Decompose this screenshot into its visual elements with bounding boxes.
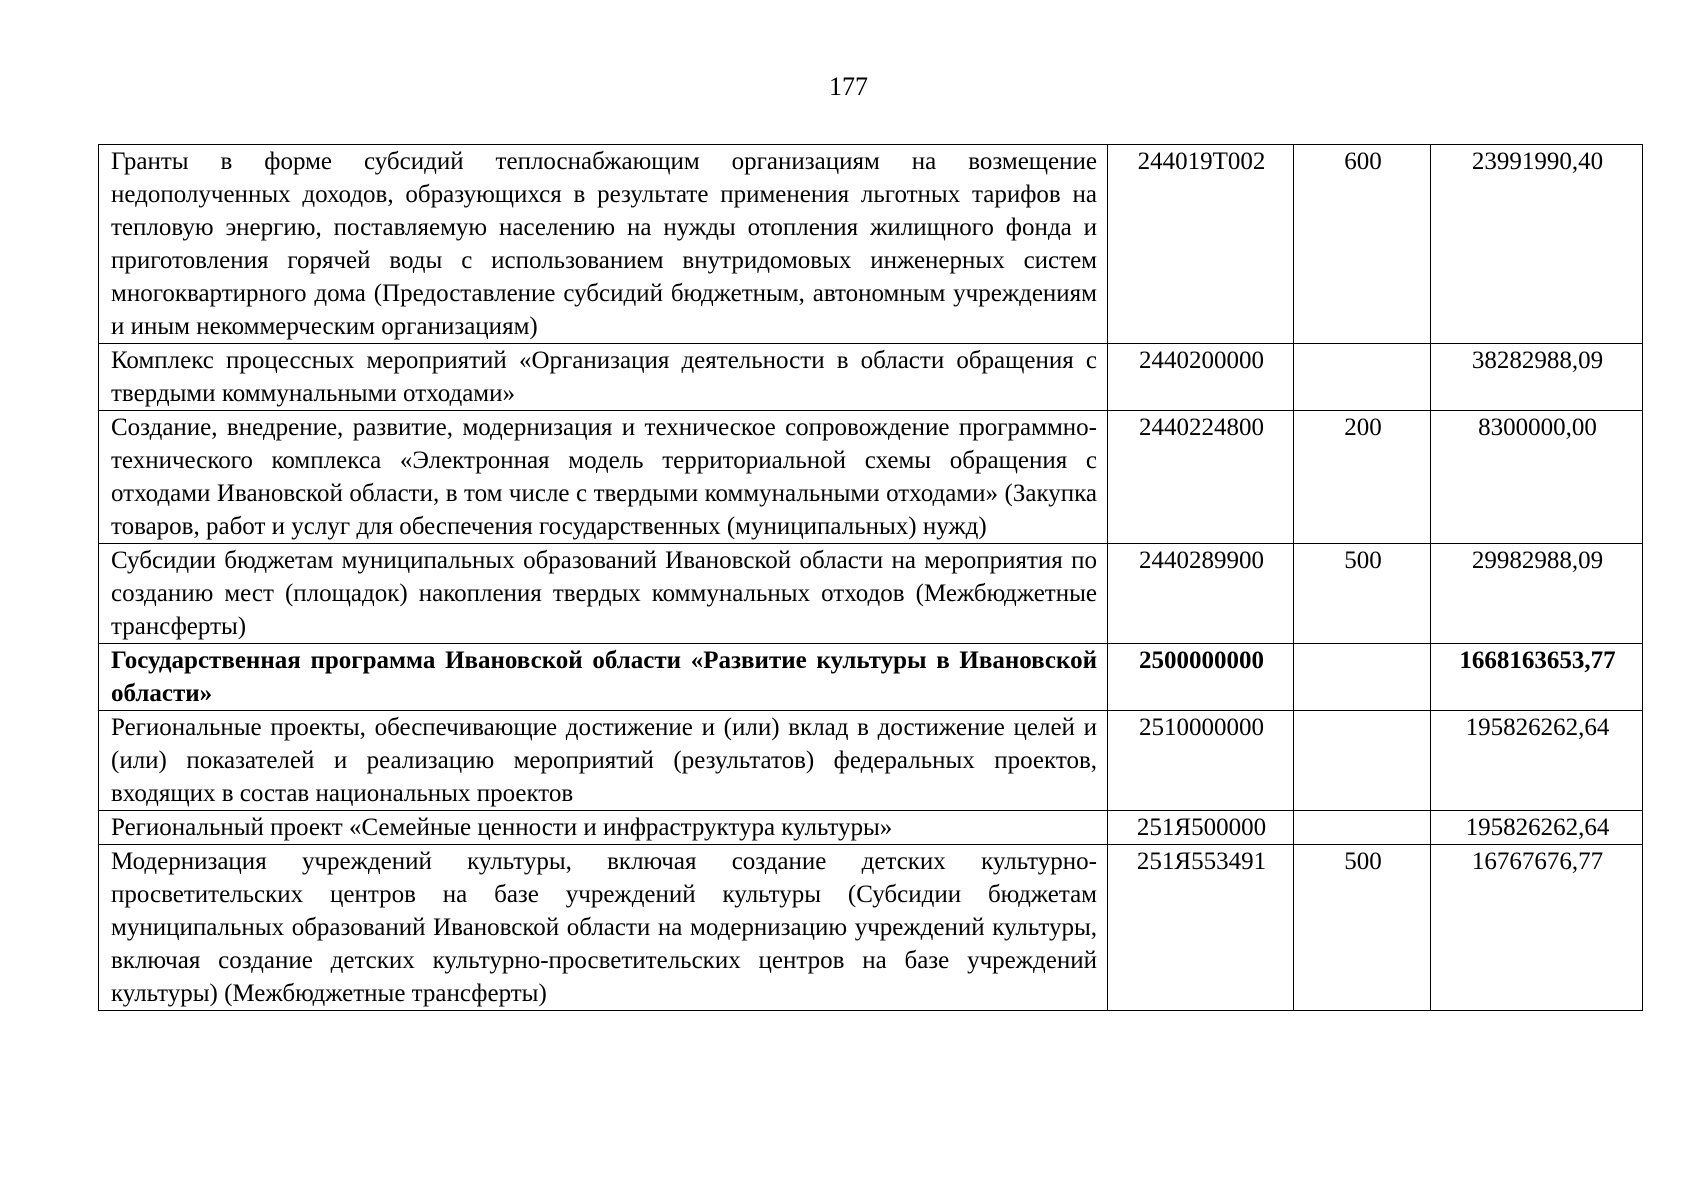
row-description: Региональный проект «Семейные ценности и инфраструктура культуры»	[99, 811, 1108, 845]
table-row	[99, 411, 1643, 544]
row-description: Государственная программа Ивановской области «Развитие культуры в Ивановской области»	[99, 644, 1108, 711]
row-description: Гранты в форме субсидий теплоснабжающим организациям на возмещение недополученных доходов, образующихся в результате применения льготных тарифов на тепловую энергию, поставляемую населению на нужды отопления жилищного фонда и приготовления горячей воды с использованием внутридомовых инженерных систем многоквартирного дома (Предоставление субсидий бюджетным, автономным учреждениям и иным некоммерческим организациям)	[99, 145, 1108, 344]
table-row	[99, 344, 1643, 411]
row-expense-type	[1294, 344, 1431, 411]
row-target-code: 2500000000	[1108, 644, 1294, 711]
row-amount: 195826262,64	[1431, 711, 1643, 811]
row-description: Региональные проекты, обеспечивающие достижение и (или) вклад в достижение целей и (или) показателей и реализацию мероприятий (результатов) федеральных проектов, входящих в состав национальных проектов	[99, 711, 1108, 811]
row-expense-type: 200	[1294, 411, 1431, 544]
row-amount: 16767676,77	[1431, 845, 1643, 1011]
row-expense-type	[1294, 811, 1431, 845]
row-target-code: 2510000000	[1108, 711, 1294, 811]
row-expense-type	[1294, 644, 1431, 711]
row-description: Модернизация учреждений культуры, включая создание детских культурно-просветительских центров на базе учреждений культуры (Субсидии бюджетам муниципальных образований Ивановской области на модернизацию учреждений культуры, включая создание детских культурно-просветительских центров на базе учреждений культуры) (Межбюджетные трансферты)	[99, 845, 1108, 1011]
row-expense-type: 500	[1294, 544, 1431, 644]
table-row	[99, 145, 1643, 344]
row-amount: 8300000,00	[1431, 411, 1643, 544]
row-target-code: 2440200000	[1108, 344, 1294, 411]
row-amount: 29982988,09	[1431, 544, 1643, 644]
row-description: Создание, внедрение, развитие, модернизация и техническое сопровождение программно-технического комплекса «Электронная модель территориальной схемы обращения с отходами Ивановской области, в том числе с твердыми коммунальными отходами» (Закупка товаров, работ и услуг для обеспечения государственных (муниципальных) нужд)	[99, 411, 1108, 544]
row-amount: 23991990,40	[1431, 145, 1643, 344]
row-target-code: 244019Т002	[1108, 145, 1294, 344]
row-amount: 1668163653,77	[1431, 644, 1643, 711]
budget-table	[98, 144, 1643, 1011]
table-row-program	[99, 644, 1643, 711]
table-row	[99, 811, 1643, 845]
row-target-code: 251Я553491	[1108, 845, 1294, 1011]
row-description: Комплекс процессных мероприятий «Организация деятельности в области обращения с твердыми коммунальными отходами»	[99, 344, 1108, 411]
table-row	[99, 845, 1643, 1011]
table-row	[99, 711, 1643, 811]
row-expense-type: 600	[1294, 145, 1431, 344]
row-amount: 38282988,09	[1431, 344, 1643, 411]
page-number: 177	[829, 72, 868, 101]
row-amount: 195826262,64	[1431, 811, 1643, 845]
table-row	[99, 544, 1643, 644]
row-description: Субсидии бюджетам муниципальных образований Ивановской области на мероприятия по созданию мест (площадок) накопления твердых коммунальных отходов (Межбюджетные трансферты)	[99, 544, 1108, 644]
row-target-code: 251Я500000	[1108, 811, 1294, 845]
row-target-code: 2440224800	[1108, 411, 1294, 544]
row-expense-type	[1294, 711, 1431, 811]
row-expense-type: 500	[1294, 845, 1431, 1011]
row-target-code: 2440289900	[1108, 544, 1294, 644]
budget-table-body	[99, 145, 1643, 1011]
